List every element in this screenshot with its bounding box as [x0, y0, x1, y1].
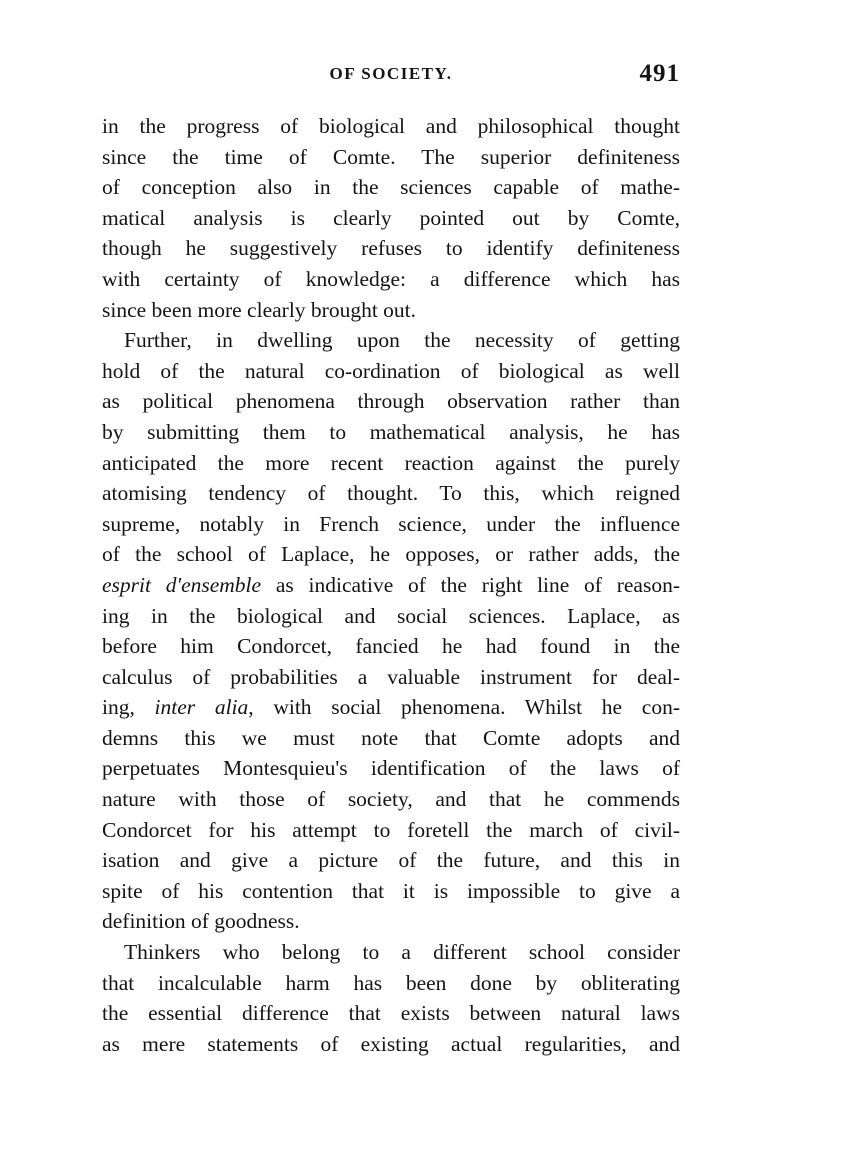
text-line: isation and give a picture of the future, and this in	[102, 848, 680, 873]
text-line: Condorcet for his attempt to foretell the march of civil-	[102, 817, 680, 842]
running-title: OF SOCIETY.	[329, 64, 453, 83]
italic-phrase: inter alia	[154, 695, 249, 720]
text-line: the essential difference that exists between natural laws	[102, 1001, 680, 1026]
text-line: perpetuates Montesquieu's identification of the laws of	[102, 756, 680, 781]
text-line: hold of the natural co-ordination of biological as well	[102, 358, 680, 383]
text-line: with certainty of knowledge: a difference which has	[102, 266, 680, 291]
running-head	[102, 62, 680, 92]
text-line: spite of his contention that it is impossible to give a	[102, 878, 680, 903]
italic-phrase: esprit d'ensemble	[102, 572, 262, 597]
text-line: demns this we must note that Comte adopts and	[102, 725, 680, 750]
text-line: calculus of probabilities a valuable instrument for deal-	[102, 664, 680, 689]
text-line: supreme, notably in French science, under the influence	[102, 511, 680, 536]
text-line: atomising tendency of thought. To this, which reigned	[102, 481, 680, 506]
text-line: ing, inter alia, with social phenomena. Whilst he con-	[102, 695, 680, 720]
body-text	[102, 111, 680, 1059]
text-line: nature with those of society, and that he commends	[102, 787, 680, 812]
text-line: before him Condorcet, fancied he had found in the	[102, 634, 680, 659]
text-line: definition of goodness.	[102, 909, 300, 934]
text-line: of the school of Laplace, he opposes, or rather adds, the	[102, 542, 680, 567]
text-line: matical analysis is clearly pointed out by Comte,	[102, 205, 680, 230]
text-line: anticipated the more recent reaction against the purely	[102, 450, 680, 475]
text-line: that incalculable harm has been done by obliterating	[102, 970, 680, 995]
page-number: 491	[639, 60, 680, 87]
text-line: Thinkers who belong to a different school consider	[124, 940, 680, 965]
text-line: Further, in dwelling upon the necessity of getting	[124, 328, 680, 353]
text-line: ing in the biological and social sciences. Laplace, as	[102, 603, 680, 628]
text-line: since been more clearly brought out.	[102, 297, 417, 322]
text-line: as mere statements of existing actual regularities, and	[102, 1031, 680, 1056]
text-line: since the time of Comte. The superior definiteness	[102, 144, 680, 169]
text-line: of conception also in the sciences capable of mathe-	[102, 175, 680, 200]
text-line: in the progress of biological and philosophical thought	[102, 114, 680, 138]
text-line: esprit d'ensemble as indicative of the right line of reason-	[102, 572, 680, 597]
text-line: by submitting them to mathematical analysis, he has	[102, 419, 680, 444]
text-line: though he suggestively refuses to identify definiteness	[102, 236, 680, 261]
text-line: as political phenomena through observation rather than	[102, 389, 680, 414]
